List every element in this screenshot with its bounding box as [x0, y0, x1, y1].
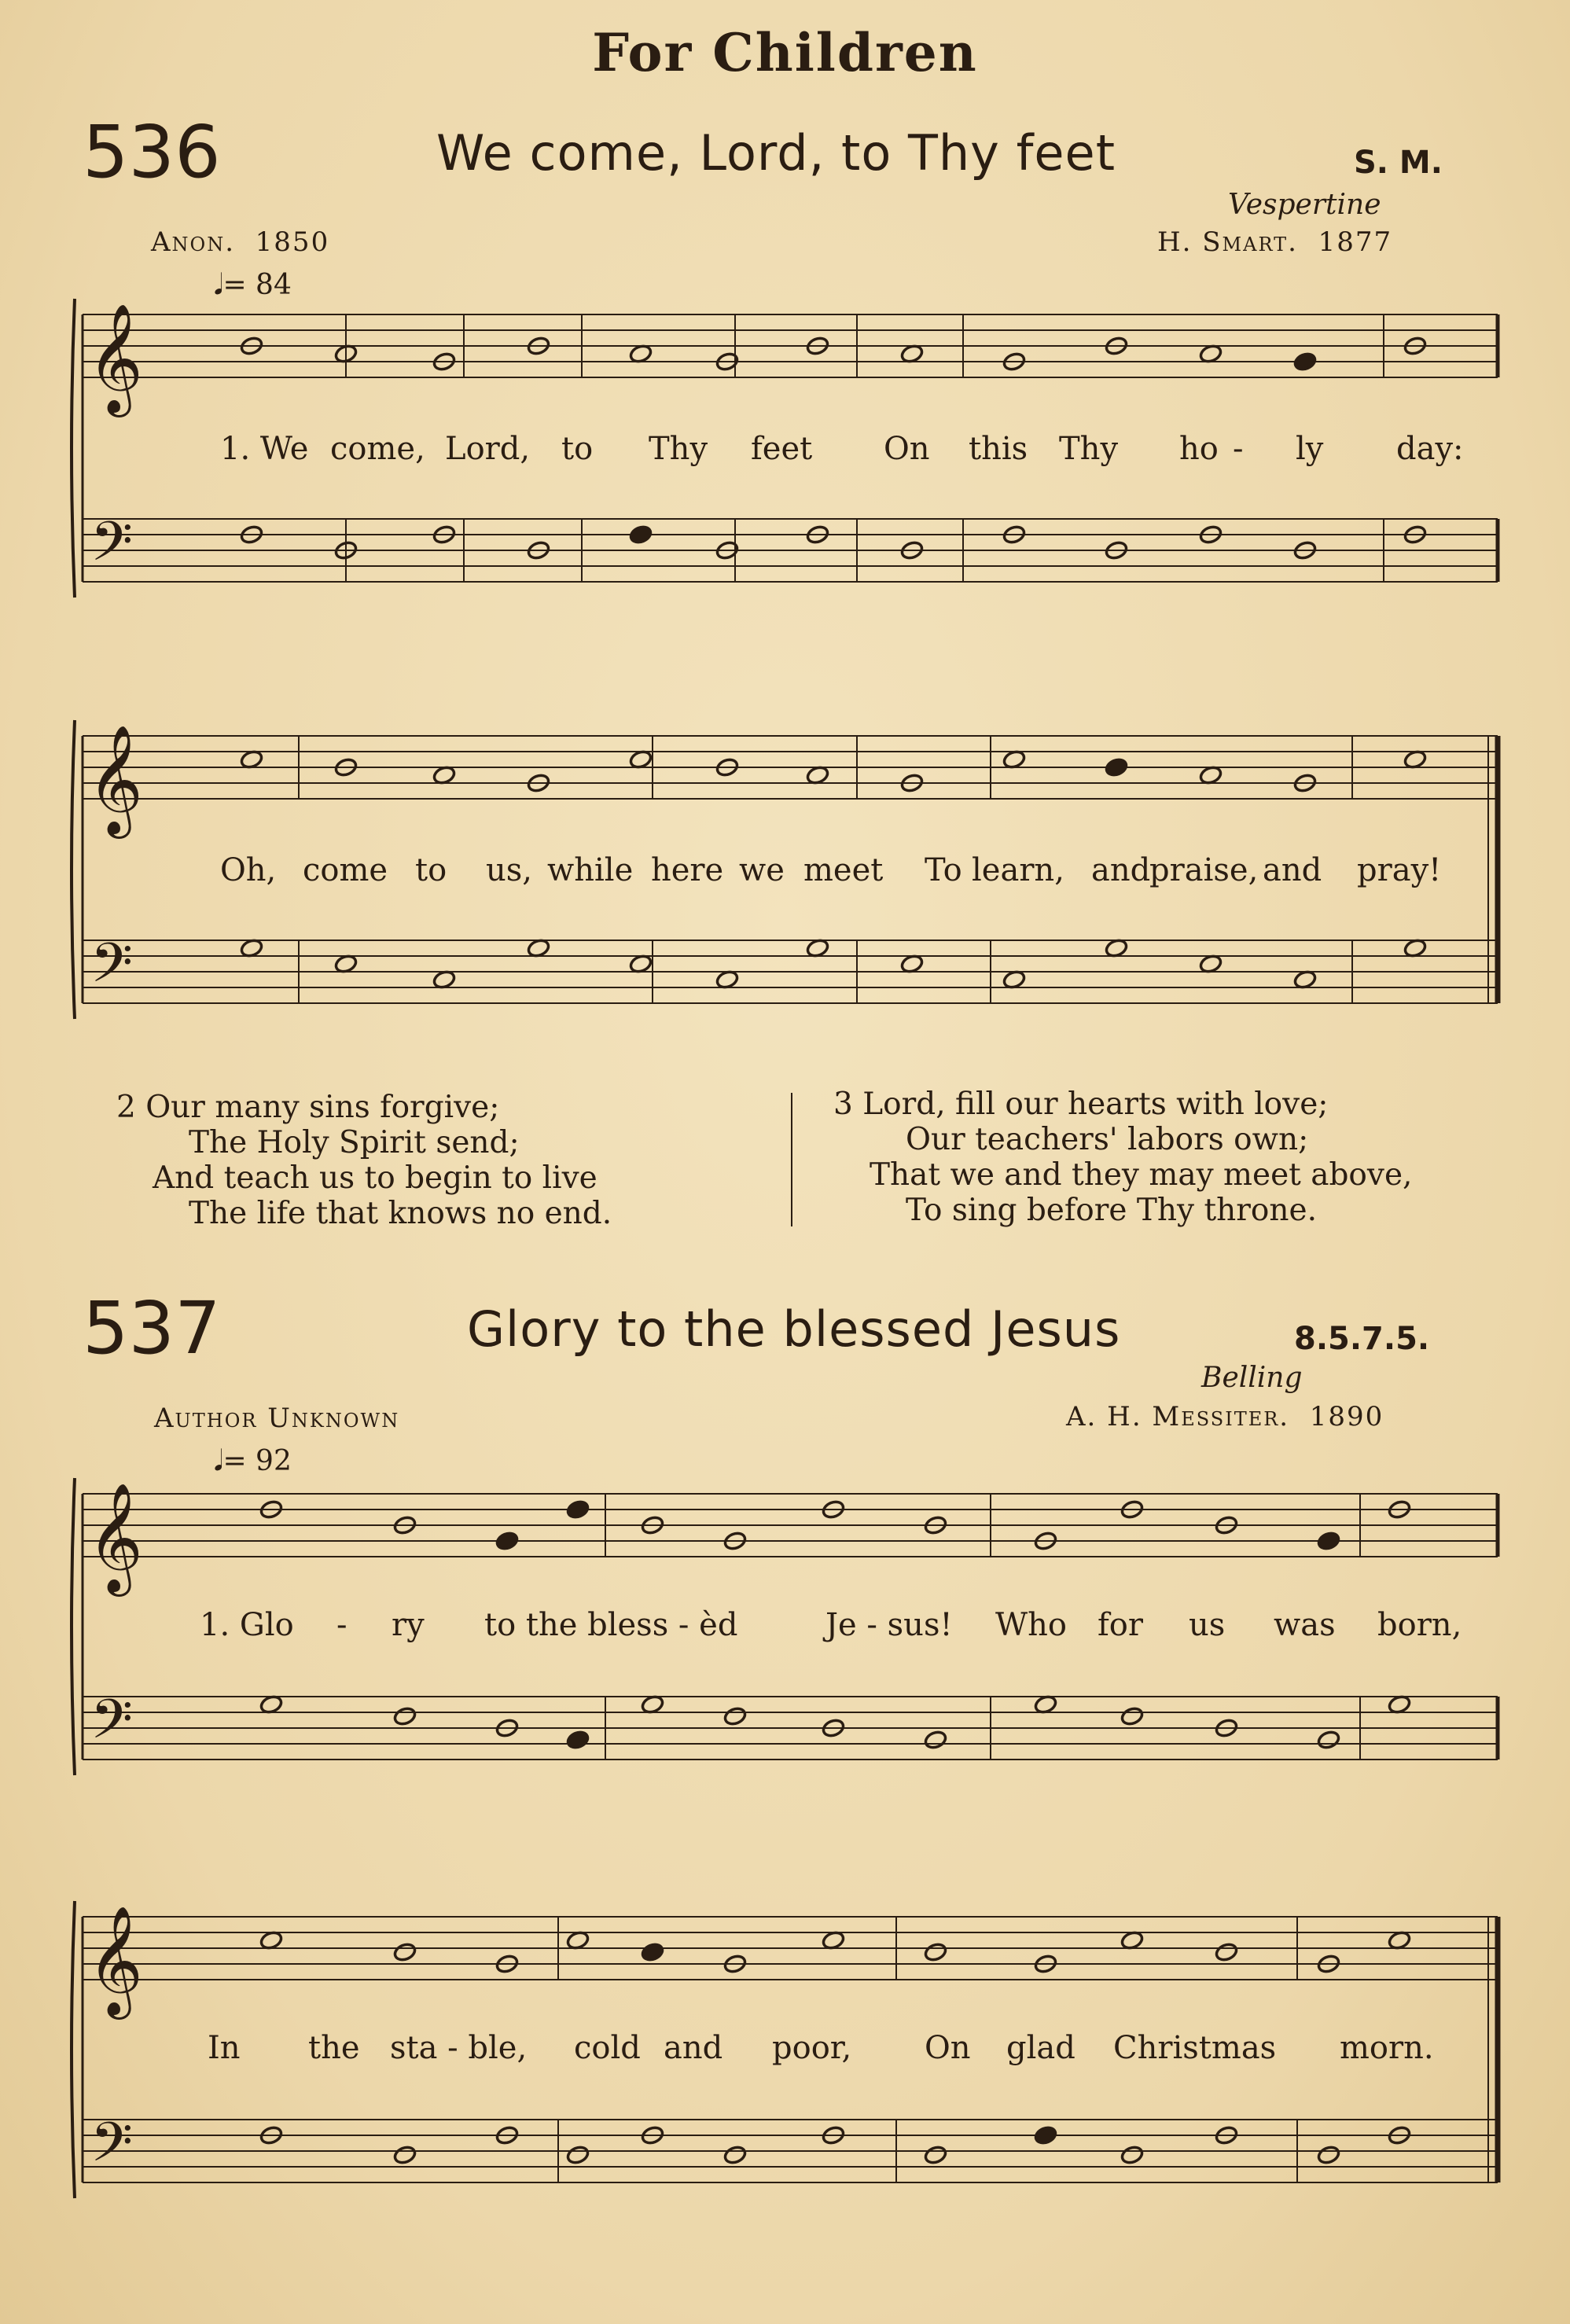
- lyric-word: Christmas: [1113, 2030, 1277, 2066]
- lyric-word: ry: [392, 1607, 425, 1643]
- lyric-word: On: [925, 2030, 971, 2066]
- lyric-word: Lord,: [445, 431, 531, 467]
- treble-clef-icon: 𝄞: [87, 1483, 143, 1592]
- treble-clef-icon: 𝄞: [87, 1906, 143, 2015]
- hymn-meter: 8.5.7.5.: [1294, 1321, 1430, 1357]
- half-note-icon: 𝅘𝅥: [214, 1445, 223, 1477]
- tempo-marking: 𝅘𝅥= 84: [214, 269, 292, 301]
- lyric-word: Thy: [1059, 431, 1119, 467]
- lyric-word: come: [303, 852, 388, 888]
- lyric-word: ho: [1179, 431, 1219, 467]
- system-brace: [72, 1478, 75, 1775]
- lyric-word: was: [1274, 1607, 1336, 1643]
- lyric-word: feet: [751, 431, 813, 467]
- quarter-note-icon: [1293, 351, 1318, 372]
- lyric-word: meet: [803, 852, 884, 888]
- lyric-word: and: [1263, 852, 1322, 888]
- lyric-word: poor,: [772, 2030, 852, 2066]
- half-note-icon: [924, 1730, 948, 1750]
- lyric-word: praise,: [1149, 852, 1259, 888]
- quarter-note-icon: [641, 1942, 665, 1962]
- composer-year: 1890: [1309, 1401, 1384, 1432]
- composer-name: A. H. Messiter.: [1066, 1401, 1290, 1432]
- hymn-title: Glory to the blessed Jesus: [467, 1300, 1121, 1358]
- bass-clef-icon: 𝄢: [90, 931, 134, 1008]
- lyric-word: Je - sus!: [825, 1607, 953, 1643]
- hymn-title: We come, Lord, to Thy feet: [436, 124, 1116, 182]
- lyric-word: for: [1098, 1607, 1144, 1643]
- quarter-note-icon: [1317, 1531, 1341, 1551]
- treble-clef-icon: 𝄞: [87, 303, 143, 413]
- author-credit: Author Unknown: [154, 1403, 400, 1434]
- lyric-word: born,: [1377, 1607, 1462, 1643]
- lyric-word: 1. We: [220, 431, 309, 467]
- half-note-icon: [393, 1942, 417, 1962]
- verse-3: 3 Lord, fill our hearts with love; Our teachers' labors own; That we and they may meet above, To sing before Thy throne.: [833, 1087, 1413, 1228]
- half-note-icon: [723, 1706, 748, 1726]
- half-note-icon: [393, 2145, 417, 2165]
- half-note-icon: [1317, 1730, 1341, 1750]
- hymn-number: 537: [83, 1286, 221, 1370]
- quarter-note-icon: [495, 1531, 520, 1551]
- lyric-word: come,: [330, 431, 425, 467]
- lyric-word: learn,: [972, 852, 1064, 888]
- lyric-word: cold: [574, 2030, 641, 2066]
- lyric-word: to: [561, 431, 594, 467]
- half-note-icon: [1120, 1706, 1145, 1726]
- lyric-word: here: [651, 852, 724, 888]
- bass-clef-icon: 𝄢: [90, 1687, 134, 1764]
- half-note-icon: [1215, 1942, 1239, 1962]
- lyric-word: to the bless - èd: [484, 1607, 738, 1643]
- bass-clef-icon: 𝄢: [90, 509, 134, 587]
- section-title: For Children: [592, 22, 978, 83]
- half-note-icon: [723, 2145, 748, 2165]
- half-note-icon: [1317, 2145, 1341, 2165]
- half-note-icon: [393, 1706, 417, 1726]
- half-note-icon: [924, 2145, 948, 2165]
- lyric-word: us: [1189, 1607, 1226, 1643]
- lyric-word: On: [884, 431, 930, 467]
- lyric-word: day:: [1396, 431, 1464, 467]
- quarter-note-icon: [1105, 757, 1129, 778]
- system-brace: [72, 299, 75, 598]
- lyric-word: and: [664, 2030, 723, 2066]
- hymn-meter: S. M.: [1354, 145, 1443, 181]
- hymn-number: 536: [83, 110, 221, 194]
- composer-name: H. Smart.: [1157, 226, 1298, 258]
- lyric-word: to: [415, 852, 447, 888]
- quarter-note-icon: [566, 1499, 590, 1520]
- author-name: Anon.: [151, 226, 236, 258]
- verse-divider: [791, 1093, 792, 1226]
- lyric-word: while: [547, 852, 634, 888]
- lyric-word: us,: [486, 852, 533, 888]
- lyric-word: Who: [995, 1607, 1067, 1643]
- verse-2: 2 Our many sins forgive; The Holy Spirit send; And teach us to begin to live The life that knows no end.: [116, 1090, 612, 1231]
- lyric-word: To: [925, 852, 962, 888]
- quarter-note-icon: [566, 1730, 590, 1750]
- lyric-word: Thy: [649, 431, 708, 467]
- lyric-word: and: [1091, 852, 1151, 888]
- bass-clef-icon: 𝄢: [90, 2110, 134, 2187]
- lyric-word: In: [208, 2030, 241, 2066]
- treble-clef-icon: 𝄞: [87, 725, 143, 834]
- author-year: 1850: [255, 226, 330, 258]
- lyric-word: 1. Glo: [200, 1607, 294, 1643]
- half-note-icon: 𝅘𝅥: [214, 269, 223, 301]
- tempo-marking: 𝅘𝅥= 92: [214, 1445, 292, 1477]
- lyric-word: the: [308, 2030, 360, 2066]
- composer-year: 1877: [1318, 226, 1393, 258]
- lyric-word: sta - ble,: [390, 2030, 528, 2066]
- lyric-word: pray!: [1357, 852, 1442, 888]
- quarter-note-icon: [1034, 2125, 1058, 2146]
- lyric-hyphen: -: [1233, 431, 1244, 467]
- system-brace: [72, 720, 75, 1019]
- system-brace: [72, 1901, 75, 2198]
- lyric-word: this: [969, 431, 1028, 467]
- quarter-note-icon: [629, 524, 653, 545]
- lyric-word: we: [739, 852, 785, 888]
- half-note-icon: [566, 2145, 590, 2165]
- lyric-word: ly: [1296, 431, 1324, 467]
- lyric-word: glad: [1006, 2030, 1075, 2066]
- half-note-icon: [1120, 2145, 1145, 2165]
- lyric-word: Oh,: [220, 852, 277, 888]
- composer-credit: [1066, 1401, 1384, 1432]
- tune-name: Belling: [1201, 1362, 1303, 1394]
- half-note-icon: [924, 1942, 948, 1962]
- tune-name: Vespertine: [1228, 189, 1381, 221]
- lyric-word: morn.: [1340, 2030, 1434, 2066]
- lyric-hyphen: -: [336, 1607, 347, 1643]
